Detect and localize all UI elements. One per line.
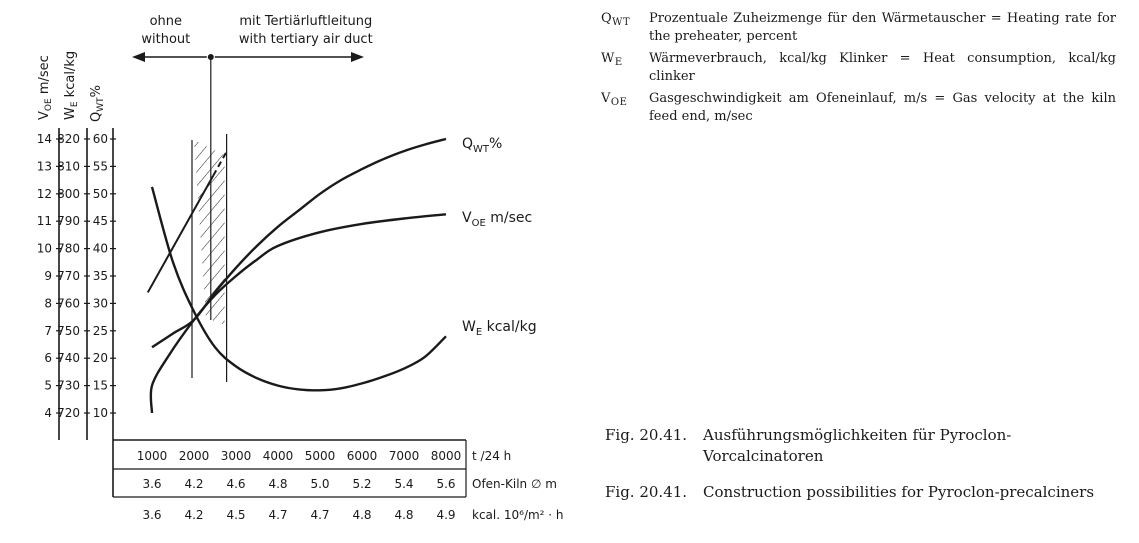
y-tick-label: 11	[36, 214, 52, 229]
y-tick-label: 8	[44, 296, 52, 311]
x-tick-label: 4.8	[394, 508, 414, 522]
y-tick-label: 45	[92, 214, 108, 229]
x-tick-label: 4.9	[436, 508, 456, 522]
x-tick-label: 3.6	[142, 508, 162, 522]
y-tick-label: 5	[44, 378, 52, 393]
x-axis-title: kcal. 10⁶/m² · h	[472, 508, 564, 522]
y-tick-label: 55	[92, 159, 108, 174]
x-tick-label: 3.6	[142, 477, 162, 491]
y-tick-label: 35	[92, 269, 108, 283]
y-axis-title: $V_{OE}$ m/sec	[37, 55, 54, 120]
x-tick-label: 5.6	[436, 477, 456, 491]
x-tick-label: 5.2	[352, 477, 372, 491]
x-tick-label: 4.8	[268, 477, 288, 491]
y-tick-label: 60	[92, 132, 108, 146]
y-tick-label: 14	[36, 132, 52, 146]
x-tick-label: 4.2	[184, 477, 204, 491]
arrow-right-head	[351, 52, 364, 62]
label-mit: mit Tertiärluftleitung	[239, 14, 373, 29]
y-tick-label: 25	[92, 323, 108, 338]
y-tick-label: 10	[92, 406, 108, 420]
figure-caption-english	[605, 482, 1120, 503]
legend-item	[601, 90, 1116, 126]
y-axis-title: $Q_{WT}\%$	[89, 85, 106, 122]
y-tick-label: 780	[57, 241, 80, 256]
arrow-left-head	[132, 52, 145, 62]
y-tick-label: 15	[92, 378, 108, 393]
x-axis-title: t /24 h	[472, 449, 512, 463]
x-tick-label: 5000	[304, 449, 336, 463]
y-tick-label: 760	[57, 296, 80, 311]
y-tick-label: 740	[57, 351, 80, 366]
y-tick-label: 12	[36, 186, 52, 201]
x-tick-label: 4.8	[352, 508, 372, 522]
x-tick-label: 2000	[178, 449, 210, 463]
y-tick-label: 730	[57, 378, 80, 393]
x-tick-label: 6000	[346, 449, 378, 463]
x-tick-label: 4.7	[268, 508, 288, 522]
x-tick-label: 4.6	[226, 477, 246, 491]
series-label: $Q_{WT}\%$	[462, 136, 503, 155]
x-tick-label: 7000	[388, 449, 420, 463]
x-tick-label: 3000	[220, 449, 252, 463]
x-tick-label: 5.4	[394, 477, 414, 491]
x-axis-title: Ofen-Kiln ∅ m	[472, 477, 557, 491]
legend	[601, 10, 1116, 126]
y-tick-label: 4	[44, 406, 52, 420]
y-tick-label: 20	[92, 351, 108, 366]
y-tick-label: 40	[92, 241, 108, 256]
x-tick-label: 8000	[430, 449, 462, 463]
y-tick-label: 820	[57, 132, 80, 146]
legend-text: Prozentuale Zuheizmenge für den Wärmetauscher = Heating rate for the preheater, percent	[649, 11, 1116, 44]
y-tick-label: 800	[57, 186, 80, 201]
legend-symbol: $Q_{WT}$	[601, 11, 631, 28]
caption-number: Fig. 20.41.	[605, 483, 688, 501]
x-tick-label: 4.5	[226, 508, 246, 522]
y-tick-label: 750	[57, 323, 80, 338]
legend-text: Wärmeverbrauch, kcal/kg Klinker = Heat consumption, kcal/kg clinker	[649, 51, 1116, 84]
series-w-e	[152, 187, 446, 390]
y-tick-label: 30	[92, 296, 108, 311]
caption-text: Construction possibilities for Pyroclon-precalciners	[703, 483, 1095, 501]
y-tick-label: 810	[57, 159, 80, 174]
x-tick-label: 4000	[262, 449, 294, 463]
series-label: $W_E$ kcal/kg	[462, 319, 537, 338]
legend-item	[601, 50, 1116, 86]
x-tick-label: 4.2	[184, 508, 204, 522]
series-label: $V_{OE}$ m/sec	[462, 210, 533, 229]
y-tick-label: 770	[57, 269, 80, 283]
y-tick-label: 9	[44, 269, 52, 283]
y-tick-label: 10	[36, 241, 52, 256]
legend-text: Gasgeschwindigkeit am Ofeneinlauf, m/s = Gas velocity at the kiln feed end, m/sec	[649, 91, 1116, 124]
figure-caption-german	[605, 425, 1120, 467]
caption-number: Fig. 20.41.	[605, 426, 688, 444]
legend-symbol: $V_{OE}$	[601, 91, 628, 108]
y-tick-label: 790	[57, 214, 80, 229]
x-tick-label: 1000	[136, 449, 168, 463]
y-tick-label: 50	[92, 186, 108, 201]
y-tick-label: 720	[57, 406, 80, 420]
y-axis-title: $W_E$ kcal/kg	[63, 50, 80, 120]
caption-text: Ausführungsmöglichkeiten für Pyroclon-Vorcalcinatoren	[703, 426, 1012, 465]
label-without: without	[141, 32, 191, 47]
x-tick-label: 4.7	[310, 508, 330, 522]
label-ohne: ohne	[149, 14, 183, 29]
y-tick-label: 6	[44, 351, 52, 366]
legend-symbol: $W_E$	[601, 51, 623, 68]
x-tick-label: 5.0	[310, 477, 330, 491]
legend-item	[601, 10, 1116, 46]
label-with-duct: with tertiary air duct	[238, 32, 373, 47]
y-tick-label: 7	[44, 323, 52, 338]
y-tick-label: 13	[36, 159, 52, 174]
hatched-band	[194, 140, 225, 325]
